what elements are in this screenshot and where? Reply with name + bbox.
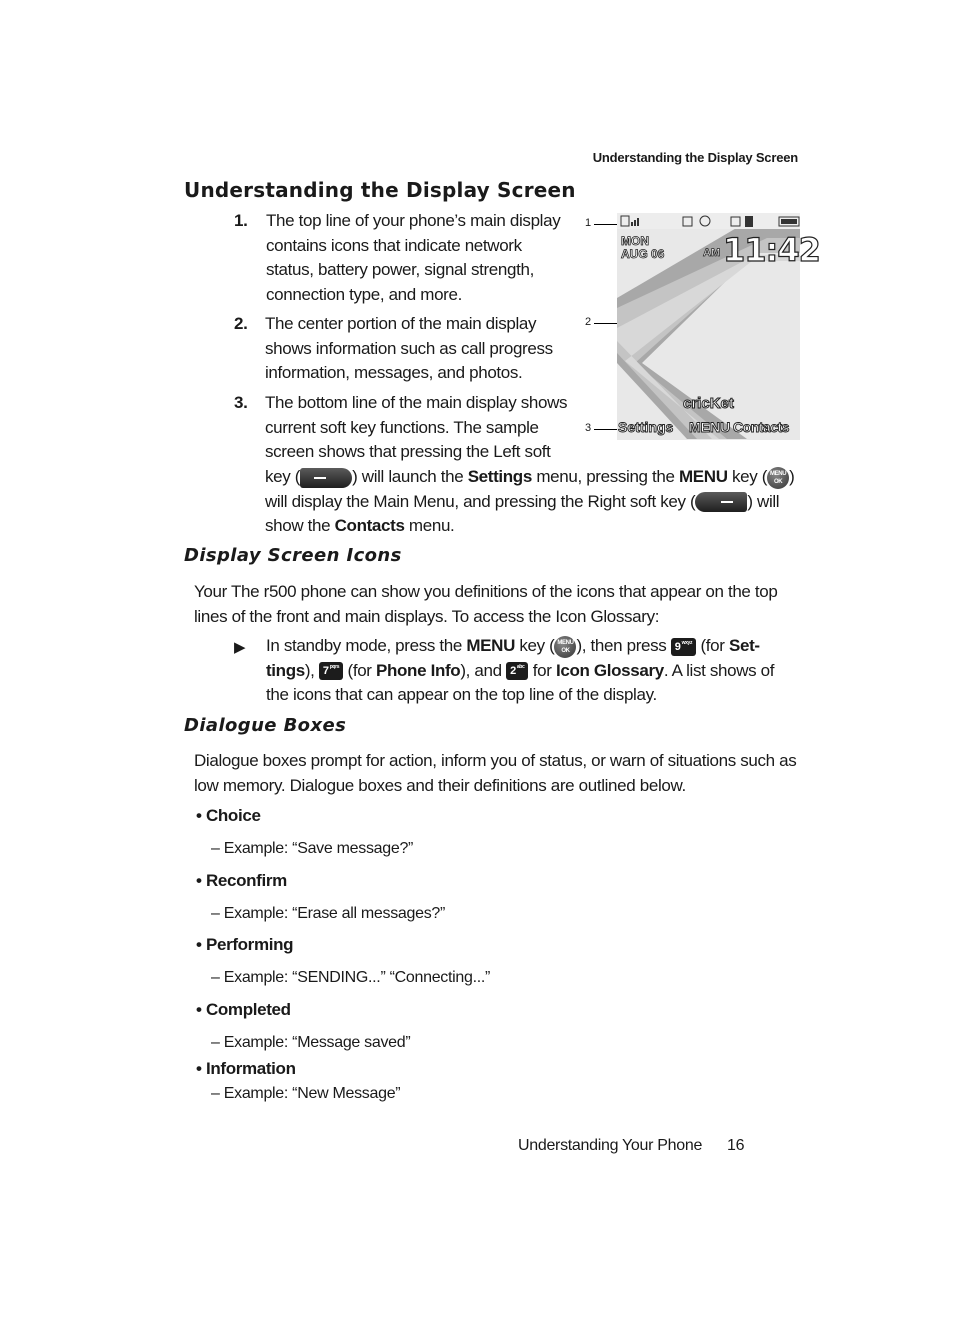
footer-chapter: Understanding Your Phone: [518, 1137, 703, 1154]
step-1-line: The top line of your phone’s main display: [266, 211, 561, 230]
text: show the: [265, 516, 335, 536]
icons-section-title: Display Screen Icons: [184, 545, 402, 566]
soft-key-center-label: MENU: [689, 419, 731, 435]
key-7-digit: 7: [322, 665, 329, 678]
dialogue-example: – Example: “SENDING...” “Connecting...”: [211, 969, 491, 986]
step-2-line: The center portion of the main display: [265, 314, 537, 333]
carrier-logo: cricKet: [683, 395, 734, 412]
callout-1: 1: [585, 217, 592, 229]
date-display: [621, 235, 664, 261]
step-3-line: current soft key functions. The sample: [265, 417, 539, 437]
dialogue-type-completed: • Completed: [196, 1000, 291, 1019]
text: (for: [343, 660, 376, 680]
icons-instruction: [266, 634, 811, 708]
soft-key-left-label: Settings: [618, 419, 674, 435]
menu-ok-key-icon: MENU OK: [767, 467, 789, 489]
page-number: 16: [727, 1137, 745, 1154]
callout-line-1: [594, 224, 618, 225]
key-9-icon: [671, 638, 696, 656]
dialogue-intro-line: Dialogue boxes prompt for action, inform you of status, or warn of situations such as: [194, 751, 797, 770]
dialogue-intro-line: low memory. Dialogue boxes and their definitions are outlined below.: [194, 775, 686, 795]
key-7-icon: [319, 662, 343, 680]
text: for: [528, 660, 556, 680]
step-1-number: 1.: [234, 211, 248, 230]
text: ) will: [747, 491, 780, 511]
dialogue-type-performing: • Performing: [196, 935, 294, 954]
dialogue-example: – Example: “Save message?”: [211, 840, 414, 857]
text: key (: [265, 467, 301, 486]
callout-3: 3: [585, 422, 592, 434]
date-label: AUG 06: [621, 247, 665, 261]
dialogue-example: – Example: “Message saved”: [211, 1034, 411, 1051]
step-1-line: status, battery power, signal strength,: [266, 260, 534, 280]
left-soft-key-icon: [300, 468, 352, 488]
settings-term: tings: [266, 660, 305, 680]
text: menu.: [404, 516, 455, 536]
text: In standby mode, press the: [266, 636, 467, 655]
text: (for: [696, 636, 729, 655]
contacts-term: Contacts: [334, 516, 405, 536]
text: key (: [515, 636, 555, 655]
ampm-label: AM: [703, 247, 721, 259]
section-title: Understanding the Display Screen: [184, 178, 576, 202]
step-3-number: 3.: [234, 393, 248, 412]
day-label: MON: [621, 234, 649, 248]
key-7-letters: pqrs: [329, 664, 340, 671]
text: ), and: [460, 660, 507, 680]
phone-screen-illustration: [617, 213, 820, 440]
text: ),: [304, 660, 319, 680]
step-2-number: 2.: [234, 314, 248, 333]
icons-intro-line: lines of the front and main displays. To access the Icon Glossary:: [194, 606, 660, 626]
menu-term: MENU: [678, 467, 728, 486]
text: . A list shows of: [663, 660, 775, 680]
icon-glossary-term: Icon Glossary: [555, 660, 664, 680]
text: the icons that can appear on the top line of the display.: [266, 685, 657, 705]
step-3-continuation: [265, 465, 805, 539]
text: key (: [727, 467, 768, 486]
key-2-digit: 2: [510, 665, 516, 678]
text: menu, pressing the: [531, 467, 679, 486]
step-1-line: contains icons that indicate network: [266, 235, 522, 255]
step-3-text: [265, 391, 575, 465]
text: ) will launch the: [352, 467, 468, 486]
settings-term: Set-: [728, 636, 760, 655]
callout-line-2: [594, 323, 618, 324]
key-9-digit: 9: [674, 640, 681, 653]
key-2-letters: abc: [516, 664, 525, 671]
menu-ok-key-icon: MENU OK: [554, 636, 576, 658]
text: ): [789, 467, 795, 486]
step-1-line: connection type, and more.: [266, 284, 462, 304]
running-header: Understanding the Display Screen: [592, 150, 798, 165]
step-1-text: [266, 209, 576, 307]
soft-key-right-label: Contacts: [733, 419, 789, 435]
key-9-letters: wxyz: [681, 639, 693, 646]
key-2-icon: [506, 662, 528, 680]
text: ), then press: [576, 636, 671, 655]
icons-intro-line: Your The r500 phone can show you definitions of the icons that appear on the top: [194, 582, 778, 601]
menu-term: MENU: [466, 636, 515, 655]
dialogue-type-information: • Information: [196, 1059, 296, 1078]
clock-time: 11:42: [723, 231, 820, 269]
settings-term: Settings: [467, 467, 532, 486]
triangle-bullet-icon: ▶: [234, 639, 246, 656]
step-3-line: screen shows that pressing the Left soft: [265, 442, 551, 462]
dialogue-type-reconfirm: • Reconfirm: [196, 871, 287, 890]
step-2-text: [265, 312, 575, 386]
step-3-line: The bottom line of the main display shows: [265, 393, 568, 412]
icons-intro: [194, 580, 814, 629]
text: will display the Main Menu, and pressing the Right soft key (: [265, 491, 696, 511]
dialogue-example: – Example: “New Message”: [211, 1085, 401, 1102]
callout-line-3: [594, 429, 618, 430]
step-2-line: shows information such as call progress: [265, 338, 553, 358]
dialogue-type-choice: • Choice: [196, 806, 261, 825]
phone-info-term: Phone Info: [376, 660, 461, 680]
callout-2: 2: [585, 316, 592, 328]
dialogue-intro: [194, 749, 814, 798]
right-soft-key-icon: [695, 492, 747, 512]
step-2-line: information, messages, and photos.: [265, 363, 523, 383]
dialogue-section-title: Dialogue Boxes: [184, 715, 347, 736]
dialogue-example: – Example: “Erase all messages?”: [211, 905, 446, 922]
